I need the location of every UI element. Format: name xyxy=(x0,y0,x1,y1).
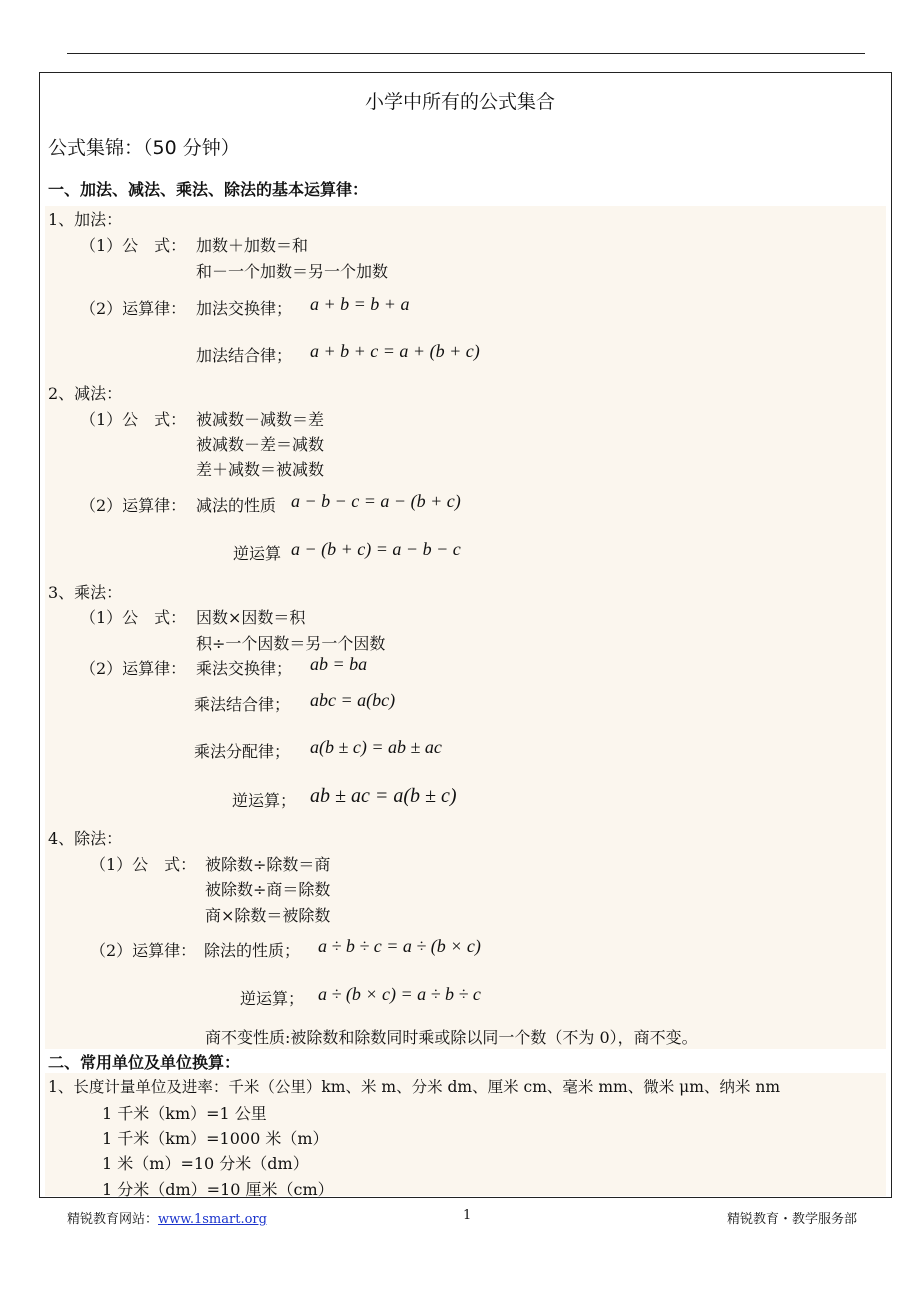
footer-department: 精锐教育・教学服务部 xyxy=(727,1212,858,1227)
subtraction-property-text: 减法的性质 xyxy=(196,496,277,515)
header-rule xyxy=(67,53,865,54)
multiplication-formula-2: 积÷一个因数＝另一个因数 xyxy=(196,634,386,653)
division-inverse-formula: a ÷ (b × c) = a ÷ b ÷ c xyxy=(318,984,481,1004)
division-inverse-text: 逆运算； xyxy=(240,989,305,1008)
division-property-formula: a ÷ b ÷ c = a ÷ (b × c) xyxy=(318,936,481,956)
multiplication-distributive-text: 乘法分配律； xyxy=(194,742,291,761)
multiplication-inverse-text: 逆运算； xyxy=(232,791,297,810)
division-formula-3: 商×除数＝被除数 xyxy=(205,906,331,925)
subtraction-inverse-text: 逆运算 xyxy=(233,544,282,563)
multiplication-associative-formula: abc = a(bc) xyxy=(310,690,396,710)
footer-site xyxy=(67,1208,267,1227)
subtraction-formula-2: 被减数－差＝减数 xyxy=(196,435,325,454)
footer-page-number: 1 xyxy=(463,1208,472,1223)
footer-site-label: 精锐教育网站： xyxy=(67,1212,159,1227)
division-invariant-property: 商不变性质:被除数和除数同时乘或除以同一个数（不为 0），商不变。 xyxy=(205,1028,698,1047)
multiplication-associative-text: 乘法结合律； xyxy=(194,695,291,714)
addition-formula-1: 加数＋加数＝和 xyxy=(196,236,309,255)
addition-commutative-text: 加法交换律； xyxy=(196,299,293,318)
section1-heading: 一、加法、减法、乘法、除法的基本运算律： xyxy=(48,180,369,199)
addition-commutative-formula: a + b = b + a xyxy=(310,294,410,314)
page-title: 小学中所有的公式集合 xyxy=(364,91,555,113)
addition-associative-formula: a + b + c = a + (b + c) xyxy=(310,341,480,361)
division-formula-2: 被除数÷商＝除数 xyxy=(205,880,331,899)
addition-associative-text: 加法结合律； xyxy=(196,346,293,365)
addition-formula-2: 和－一个加数＝另一个加数 xyxy=(196,262,389,281)
subtraction-inverse-formula: a − (b + c) = a − b − c xyxy=(291,539,461,559)
multiplication-commutative-text: 乘法交换律； xyxy=(196,659,293,678)
addition-label: 1、加法： xyxy=(48,210,123,229)
multiplication-distributive-formula: a(b ± c) = ab ± ac xyxy=(310,737,442,757)
division-formula-1: 被除数÷除数＝商 xyxy=(205,855,331,874)
subtraction-law-label: （2）运算律： xyxy=(80,496,187,515)
division-label: 4、除法： xyxy=(48,829,123,848)
footer-site-link[interactable]: www.1smart.org xyxy=(158,1212,267,1227)
subtraction-property-formula: a − b − c = a − (b + c) xyxy=(291,491,461,511)
addition-law-label: （2）运算律： xyxy=(80,299,187,318)
length-units-intro: 1、长度计量单位及进率：千米（公里）km、米 m、分米 dm、厘米 cm、毫米 mm、微米 μm、纳米 nm xyxy=(48,1078,781,1096)
conversion-item: 1 千米（km）=1000 米（m） xyxy=(102,1129,329,1148)
page-subtitle: 公式集锦：（50 分钟） xyxy=(48,137,240,159)
subtraction-label: 2、减法： xyxy=(48,384,123,403)
division-law-label: （2）运算律： xyxy=(90,941,197,960)
conversion-item: 1 千米（km）=1 公里 xyxy=(102,1104,267,1123)
conversion-item: 1 分米（dm）=10 厘米（cm） xyxy=(102,1180,334,1199)
multiplication-label: 3、乘法： xyxy=(48,583,123,602)
division-property-text: 除法的性质； xyxy=(204,941,301,960)
section2-heading: 二、常用单位及单位换算： xyxy=(48,1053,241,1072)
subtraction-formula-3: 差＋减数＝被减数 xyxy=(196,460,325,479)
multiplication-inverse-formula: ab ± ac = a(b ± c) xyxy=(310,785,457,807)
conversion-item: 1 米（m）=10 分米（dm） xyxy=(102,1154,309,1173)
multiplication-commutative-formula: ab = ba xyxy=(310,654,368,674)
multiplication-formula-1: 因数×因数＝积 xyxy=(196,608,306,627)
multiplication-formula-label: （1）公 式： xyxy=(80,608,187,627)
addition-formula-label: （1）公 式： xyxy=(80,236,187,255)
division-formula-label: （1）公 式： xyxy=(90,855,197,874)
subtraction-formula-1: 被减数－减数＝差 xyxy=(196,410,325,429)
subtraction-formula-label: （1）公 式： xyxy=(80,410,187,429)
multiplication-law-label: （2）运算律： xyxy=(80,659,187,678)
